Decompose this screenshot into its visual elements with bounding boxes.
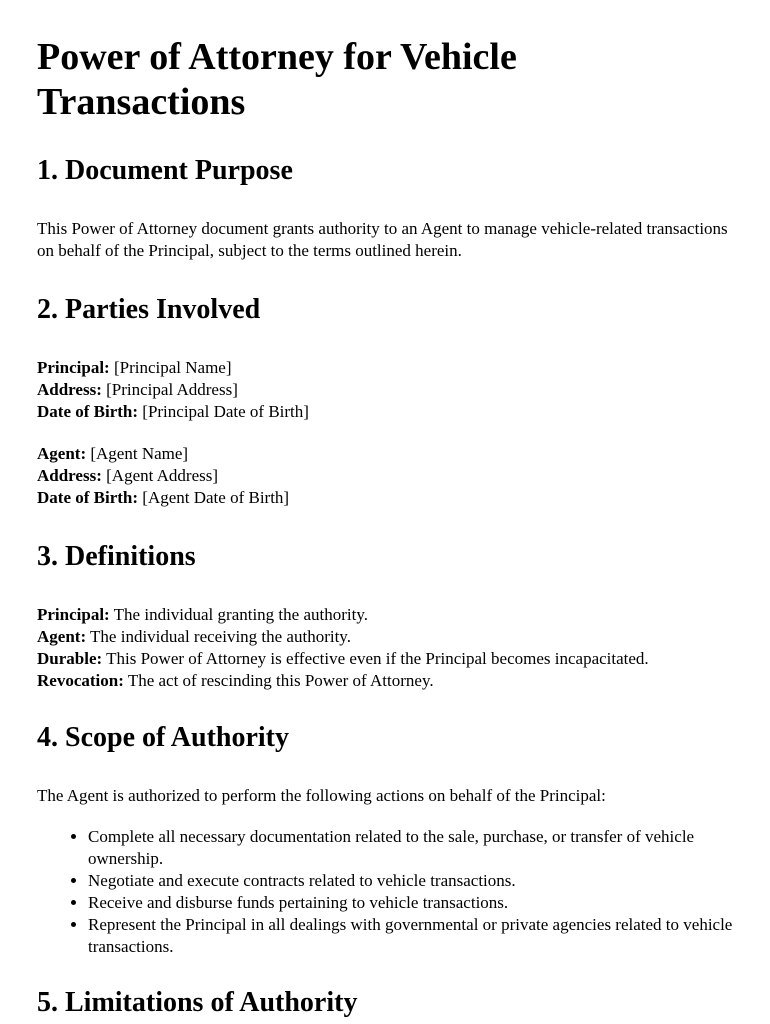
agent-address-line — [37, 465, 733, 487]
agent-name-value: [Agent Name] — [86, 444, 189, 463]
principal-dob-value: [Principal Date of Birth] — [138, 402, 309, 421]
list-item: • Negotiate and execute contracts related to vehicle transactions. — [88, 870, 733, 892]
section-heading-purpose: 1. Document Purpose — [37, 155, 293, 186]
principal-name-label: Principal: — [37, 358, 110, 377]
list-item: • Receive and disburse funds pertaining to vehicle transactions. — [88, 892, 733, 914]
principal-details — [37, 357, 733, 423]
definitions-list — [37, 604, 733, 692]
purpose-paragraph: This Power of Attorney document grants authority to an Agent to manage vehicle-related transactions on behalf of the Principal, subject to the terms outlined herein. — [37, 219, 728, 260]
definition-item — [37, 648, 733, 670]
document-title: Power of Attorney for Vehicle Transactions — [37, 36, 517, 123]
agent-address-label: Address: — [37, 466, 102, 485]
principal-dob-line — [37, 401, 733, 423]
principal-dob-label: Date of Birth: — [37, 402, 139, 421]
agent-address-value: [Agent Address] — [101, 466, 219, 485]
principal-name-line — [37, 357, 733, 379]
definition-term: Durable: — [37, 649, 103, 668]
definition-text: The individual receiving the authority. — [86, 627, 351, 646]
list-item: • Complete all necessary documentation related to the sale, purchase, or transfer of vehicle ownership. — [88, 826, 733, 870]
principal-address-line — [37, 379, 733, 401]
section-heading-parties: 2. Parties Involved — [37, 294, 261, 325]
definition-term: Revocation: — [37, 671, 124, 690]
definition-item — [37, 626, 733, 648]
section-heading-scope: 4. Scope of Authority — [37, 722, 289, 753]
definition-item — [37, 604, 733, 626]
scope-list — [37, 826, 733, 958]
definition-term: Agent: — [37, 627, 87, 646]
principal-name-value: [Principal Name] — [109, 358, 232, 377]
agent-details — [37, 443, 733, 509]
section-heading-limitations: 5. Limitations of Authority — [37, 987, 358, 1018]
agent-name-line — [37, 443, 733, 465]
agent-name-label: Agent: — [37, 444, 87, 463]
definition-term: Principal: — [37, 605, 110, 624]
definition-text: This Power of Attorney is effective even if the Principal becomes incapacitated. — [102, 649, 649, 668]
definition-text: The act of rescinding this Power of Attorney. — [123, 671, 434, 690]
principal-address-label: Address: — [37, 380, 102, 399]
scope-intro: The Agent is authorized to perform the following actions on behalf of the Principal: — [37, 786, 606, 805]
section-heading-definitions: 3. Definitions — [37, 541, 196, 572]
list-item: • Represent the Principal in all dealings with governmental or private agencies related to vehicle transactions. — [88, 914, 733, 958]
definition-text: The individual granting the authority. — [109, 605, 368, 624]
agent-dob-value: [Agent Date of Birth] — [138, 488, 290, 507]
principal-address-value: [Principal Address] — [101, 380, 238, 399]
agent-dob-line — [37, 487, 733, 509]
agent-dob-label: Date of Birth: — [37, 488, 139, 507]
definition-item — [37, 670, 733, 692]
